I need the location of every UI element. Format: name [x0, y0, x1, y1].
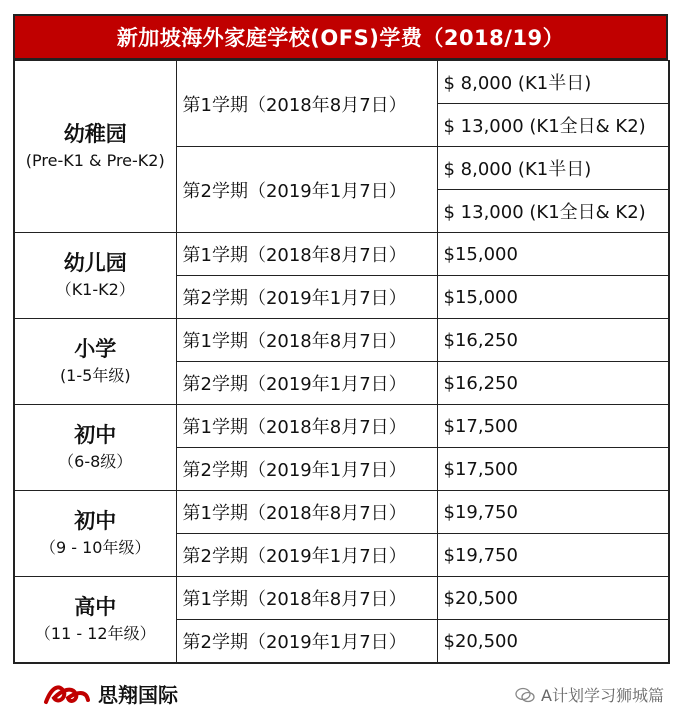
level-grades: （9 - 10年级） [40, 537, 151, 557]
fee-cell: $19,750 [437, 534, 669, 577]
fee-cell: $19,750 [437, 491, 669, 534]
term-cell: 第2学期（2019年1月7日） [176, 448, 437, 491]
level-grades: （11 - 12年级） [34, 623, 156, 643]
term-cell: 第1学期（2018年8月7日） [176, 319, 437, 362]
table-row [14, 233, 669, 276]
level-cell [14, 491, 176, 577]
footer [0, 667, 682, 717]
term-cell: 第2学期（2019年1月7日） [176, 147, 437, 233]
fee-cell: $17,500 [437, 448, 669, 491]
level-name: 幼儿园 [63, 250, 127, 275]
fee-cell: $15,000 [437, 276, 669, 319]
level-name: 小学 [74, 336, 117, 361]
term-cell: 第1学期（2018年8月7日） [176, 491, 437, 534]
level-cell [14, 405, 176, 491]
fee-cell: $16,250 [437, 362, 669, 405]
fee-cell: $15,000 [437, 233, 669, 276]
fee-table [13, 60, 670, 664]
table-row [14, 61, 669, 104]
level-grades: （6-8级） [58, 451, 133, 471]
term-cell: 第1学期（2018年8月7日） [176, 233, 437, 276]
fee-cell: $ 8,000 (K1半日) [437, 147, 669, 190]
term-cell: 第2学期（2019年1月7日） [176, 276, 437, 319]
table-row [14, 491, 669, 534]
level-cell [14, 233, 176, 319]
table-title: 新加坡海外家庭学校(OFS)学费（2018/19） [13, 14, 668, 60]
term-cell: 第1学期（2018年8月7日） [176, 405, 437, 448]
term-cell: 第2学期（2019年1月7日） [176, 362, 437, 405]
wechat-watermark [515, 683, 664, 706]
level-name: 初中 [74, 422, 117, 447]
level-name: 高中 [74, 594, 117, 619]
table-row [14, 577, 669, 620]
brand-logo [42, 679, 178, 708]
term-cell: 第1学期（2018年8月7日） [176, 61, 437, 147]
level-grades: （K1-K2） [55, 279, 135, 299]
fee-cell: $ 13,000 (K1全日& K2) [437, 190, 669, 233]
table-row [14, 319, 669, 362]
wechat-icon [515, 687, 535, 703]
calligraphy-logo-icon [42, 680, 92, 708]
table-row [14, 405, 669, 448]
brand-name: 思翔国际 [98, 683, 178, 707]
fee-cell: $20,500 [437, 577, 669, 620]
watermark-text: A计划学习狮城篇 [541, 686, 664, 705]
level-name: 初中 [74, 508, 117, 533]
fee-cell: $20,500 [437, 620, 669, 664]
level-grades: (1-5年级) [59, 365, 131, 385]
level-grades: (Pre-K1 & Pre-K2) [25, 150, 165, 170]
fee-cell: $ 8,000 (K1半日) [437, 61, 669, 104]
fee-cell: $16,250 [437, 319, 669, 362]
term-cell: 第2学期（2019年1月7日） [176, 534, 437, 577]
term-cell: 第1学期（2018年8月7日） [176, 577, 437, 620]
term-cell: 第2学期（2019年1月7日） [176, 620, 437, 664]
fee-cell: $ 13,000 (K1全日& K2) [437, 104, 669, 147]
fee-cell: $17,500 [437, 405, 669, 448]
level-cell [14, 319, 176, 405]
level-cell [14, 61, 176, 233]
fee-table-container [13, 14, 668, 664]
level-cell [14, 577, 176, 664]
level-name: 幼稚园 [63, 121, 127, 146]
